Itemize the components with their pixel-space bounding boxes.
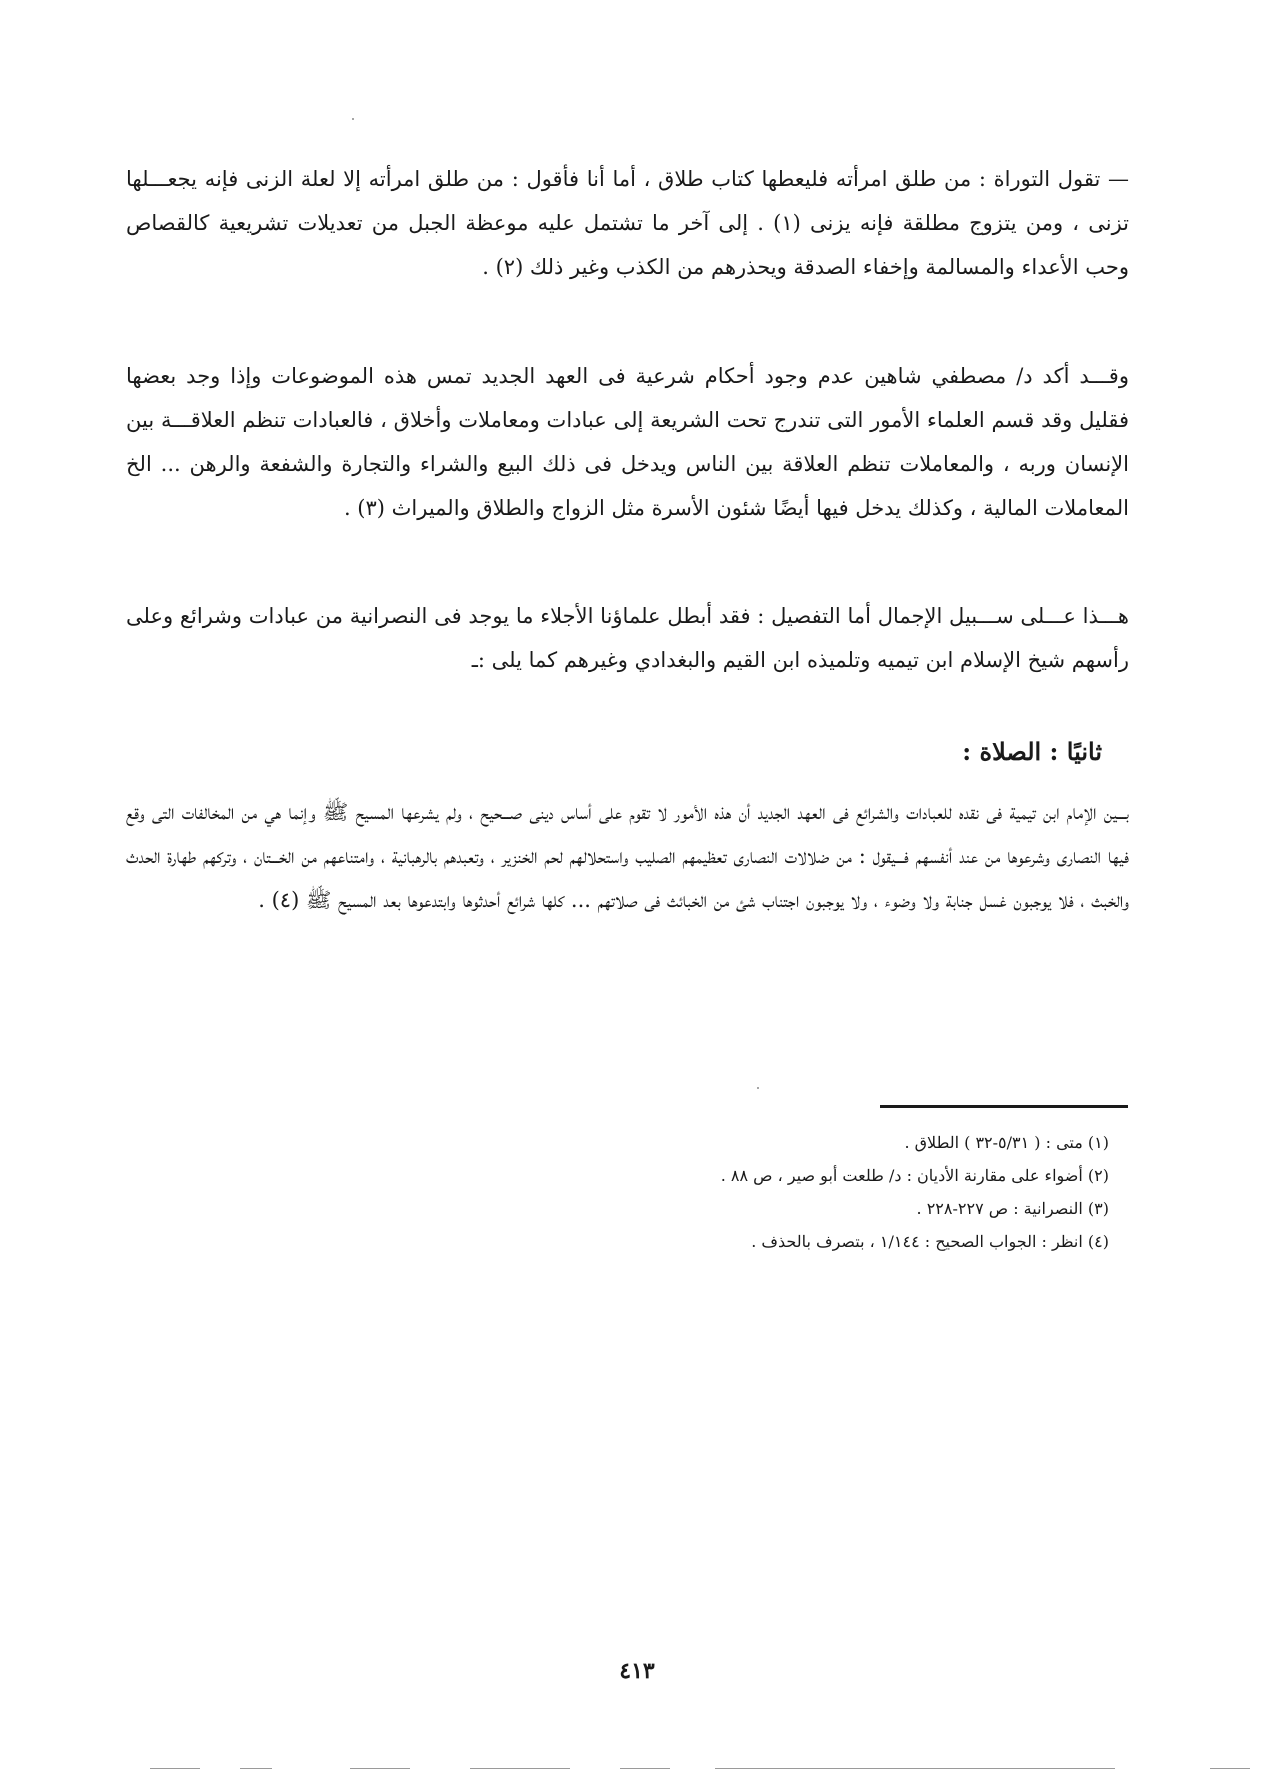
paragraph-sharia-categories: وقـــد أكد د/ مصطفي شاهين عدم وجود أحكام شرعية فى العهد الجديد تمس هذه الموضوعات وإذا وجد بعضها فقليل وقد قسم العلماء الأمور التى تندرج تحت الشريعة إلى عبادات ومعاملات وأخلاق ، فالعبادات تنظم العلاقـــة بين الإنسان وربه ، والمعاملات تنظم العلاقة بين الناس ويدخل فى ذلك البيع والشراء والتجارة والشفعة والرهن ... الخ المعاملات المالية ، وكذلك يدخل فيها أيضًا شئون الأسرة مثل الزواج والطلاق والميراث (٣) . [126, 364, 1129, 520]
paragraph-summary: هـــذا عـــلى ســـبيل الإجمال أما التفصيل : فقد أبطل علماؤنا الأجلاء ما يوجد فى النصرانية من عبادات وشرائع وعلى رأسهم شيخ الإسلام ابن تيميه وتلميذه ابن القيم والبغدادي وغيرهم كما يلى :ـ [126, 604, 1129, 672]
footnotes [409, 1126, 1109, 1258]
paragraph-torah-divorce: — تقول التوراة : من طلق امرأته فليعطها كتاب طلاق ، أما أنا فأقول : من طلق امرأته إلا لعلة الزنى فإنه يجعـــلها تزنى ، ومن يتزوج مطلقة فإنه يزنى (١) . إلى آخر ما تشتمل عليه موعظة الجبل من تعديلات تشريعية كالقصاص وحب الأعداء والمسالمة وإخفاء الصدقة ويحذرهم من الكذب وغير ذلك (٢) . [126, 167, 1129, 279]
scan-artifact [757, 1087, 759, 1089]
footnote-2: (٢) أضواء على مقارنة الأديان : د/ طلعت أبو صير ، ص ٨٨ . [720, 1166, 1109, 1185]
footnote-separator [880, 1105, 1128, 1108]
scan-artifact [715, 1768, 1115, 1769]
scan-artifact [352, 118, 354, 120]
footnote-1: (١) متى : ( ٥/٣١-٣٢ ) الطلاق . [904, 1133, 1109, 1152]
scan-artifact [350, 1768, 410, 1769]
scan-artifact [150, 1768, 200, 1769]
scan-artifact [620, 1768, 670, 1769]
footnote-3: (٣) النصرانية : ص ٢٢٧-٢٢٨ . [916, 1199, 1109, 1218]
page-number: ٤١٣ [619, 1658, 655, 1684]
footnote-4: (٤) انظر : الجواب الصحيح : ١/١٤٤ ، بتصرف بالحذف . [751, 1232, 1109, 1251]
scan-artifact [240, 1768, 272, 1769]
scan-artifact [1210, 1768, 1250, 1769]
section-heading-prayer: ثانيًا : الصلاة : [962, 737, 1102, 766]
scan-artifact [470, 1768, 570, 1769]
paragraph-ibn-taymiyya: بـــين الإمام ابن تيمية فى نقده للعبادات والشرائع فى العهد الجديد أن هذه الأمور لا تقوم على أساس دينى صـــحيح ، ولم يشرعها المسيح ﷺ وإنما هي من المخالفات التى وقع فيها النصارى وشرعوها من عند أنفسهم فـــيقول : من ضلالات النصارى تعظيمهم الصليب واستحلالهم لحم الخنزير ، وتعبدهم بالرهبانية ، وامتناعهم من الخـــتان ، وتركهم طهارة الحدث والخبث ، فلا يوجبون غسل جنابة ولا وضوء ، ولا يوجبون اجتناب شئ من الخبائث فى صلاتهم ... كلها شرائع أحدثوها وابتدعوها بعد المسيح ﷺ (٤) . [126, 800, 1129, 912]
